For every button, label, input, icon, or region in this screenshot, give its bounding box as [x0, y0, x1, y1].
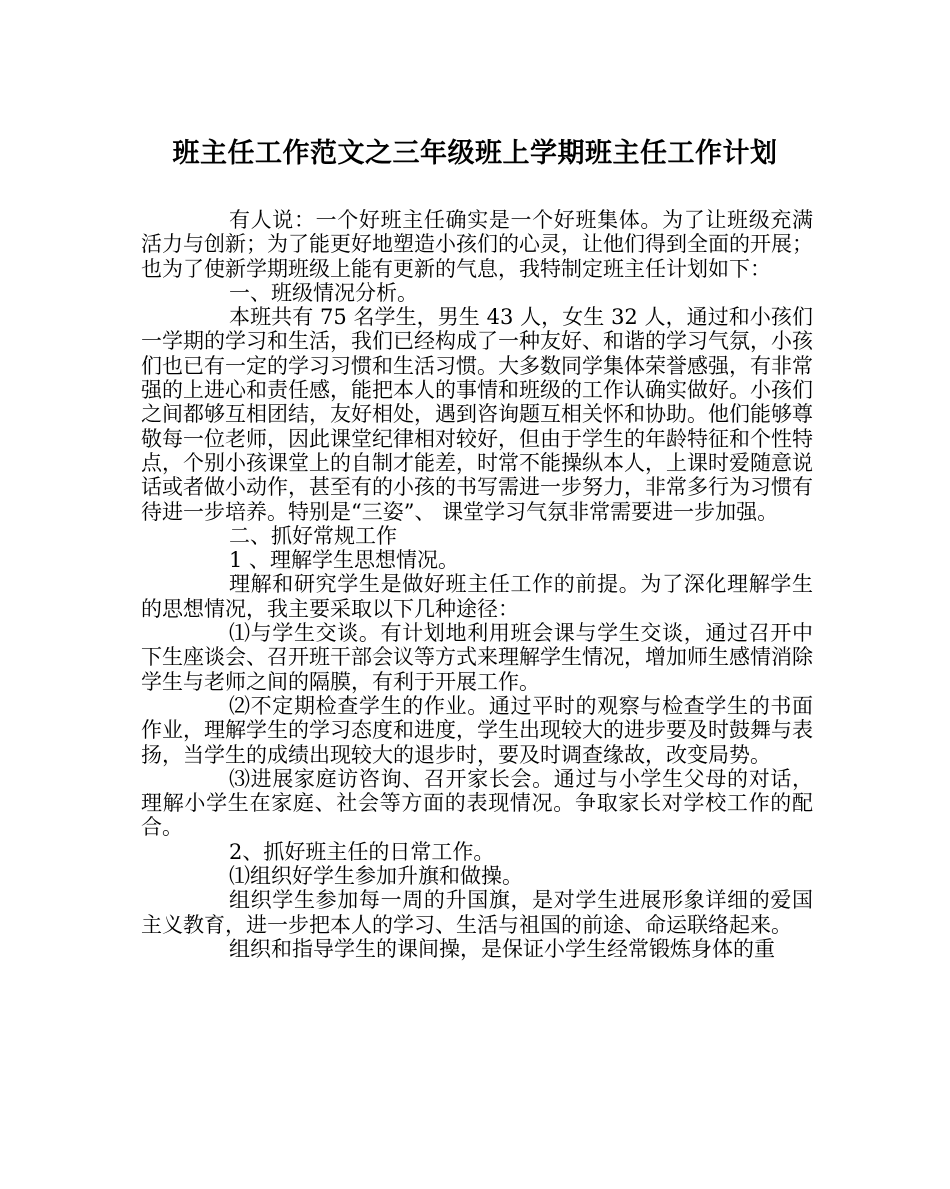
subheading-understand-students: 1 、理解学生思想情况。 — [229, 548, 460, 573]
intro-paragraph: 有人说：一个好班主任确实是一个好班集体。为了让班级充满活力与创新；为了能更好地塑造小孩们的心灵，让他们得到全面的开展；也为了使新学期班级上能有更新的气息，我特制定班主任计划如下： — [141, 208, 813, 281]
item-check-homework: ⑵不定期检查学生的作业。通过平时的观察与检查学生的书面作业，理解学生的学习态度和进度，学生出现较大的进步要及时鼓舞与表扬，当学生的成绩出现较大的退步时，要及时调查缘故，改变局势。 — [141, 693, 813, 767]
section-heading-class-analysis: 一、班级情况分析。 — [229, 280, 418, 305]
flag-raising-paragraph: 组织学生参加每一周的升国旗，是对学生进展形象详细的爱国主义教育，进一步把本人的学习、生活与祖国的前途、命运联络起来。 — [141, 888, 813, 937]
document-body — [141, 208, 813, 961]
item-flag-and-exercise: ⑴组织好学生参加升旗和做操。 — [229, 864, 523, 889]
understand-students-paragraph: 理解和研究学生是做好班主任工作的前提。为了深化理解学生的思想情况，我主要采取以下几种途径： — [141, 572, 813, 621]
exercise-paragraph: 组织和指导学生的课间操，是保证小学生经常锻炼身体的重 — [229, 936, 775, 961]
subheading-daily-work: 2、抓好班主任的日常工作。 — [229, 839, 495, 864]
class-analysis-paragraph: 本班共有 75 名学生，男生 43 人，女生 32 人，通过和小孩们一学期的学习和生活，我们已经构成了一种友好、和谐的学习气氛，小孩们也已有一定的学习习惯和生活习惯。大多数同学集体荣誉感强，有非常强的上进心和责任感，能把本人的事情和班级的工作认确实做好。小孩们之间都够互相团结，友好相处，遇到咨询题互相关怀和协助。他们能够尊敬每一位老师，因此课堂纪律相对较好，但由于学生的年龄特征和个性特点，个别小孩课堂上的自制才能差，时常不能操纵本人，上课时爱随意说话或者做小动作，甚至有的小孩的书写需进一步努力，非常多行为习惯有待进一步培养。特别是“三姿”、 课堂学习气氛非常需要进一步加强。 — [141, 305, 813, 524]
section-heading-routine-work: 二、抓好常规工作 — [229, 523, 397, 548]
item-home-visits: ⑶进展家庭访咨询、召开家长会。通过与小学生父母的对话，理解小学生在家庭、社会等方面的表现情况。争取家长对学校工作的配合。 — [141, 766, 813, 840]
document-title: 班主任工作范文之三年级班上学期班主任工作计划 — [172, 138, 778, 169]
item-talk-with-students: ⑴与学生交谈。有计划地利用班会课与学生交谈，通过召开中下生座谈会、召开班干部会议等方式来理解学生情况，增加师生感情消除学生与老师之间的隔膜，有利于开展工作。 — [141, 621, 813, 694]
